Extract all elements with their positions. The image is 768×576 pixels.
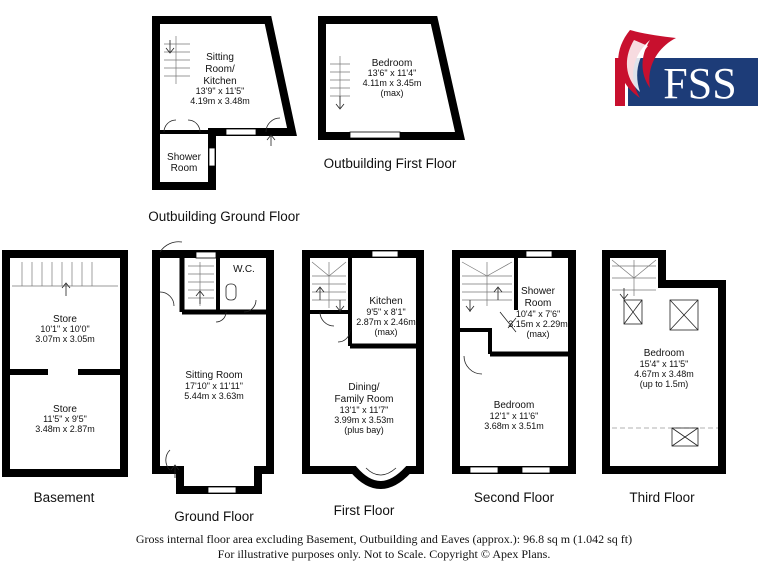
room-dimensions-imperial: 15'4" x 11'5" — [639, 359, 689, 369]
room-dimensions-metric: 4.11m x 3.45m — [362, 78, 422, 88]
logo-text: FSS — [663, 59, 737, 108]
stair-arrow-icon — [196, 291, 204, 304]
room-dimensions-imperial: 11'5" x 9'5" — [43, 414, 87, 424]
room-name: Room — [170, 163, 198, 174]
window — [209, 148, 215, 166]
floor-label: Outbuilding Ground Floor — [148, 209, 300, 224]
stair-arrow-icon — [166, 40, 174, 53]
room-dimensions-metric: 4.19m x 3.48m — [190, 96, 250, 106]
chimney — [354, 16, 378, 24]
floor-label: Outbuilding First Floor — [323, 156, 457, 171]
room-name: Shower — [521, 286, 555, 297]
room-name: Kitchen — [203, 76, 237, 87]
room-name: W.C. — [233, 264, 255, 275]
outbuilding-ground-floor-plan — [156, 16, 292, 186]
room-name: Dining/ — [348, 382, 380, 393]
staircase — [12, 262, 118, 286]
room-name: Bedroom — [643, 348, 685, 359]
entry-arrow-icon — [267, 135, 275, 146]
window — [350, 132, 400, 138]
third-floor-plan — [606, 254, 722, 470]
room-name: Bedroom — [371, 58, 413, 69]
floor-label: Basement — [33, 490, 95, 505]
room-dimensions-imperial: 13'9" x 11'5" — [195, 86, 245, 96]
window — [196, 252, 216, 258]
fss-logo — [615, 30, 758, 108]
window — [226, 129, 256, 135]
staircase — [164, 36, 190, 84]
staircase — [612, 260, 656, 296]
staircase — [188, 262, 214, 306]
room-dimensions-metric: 3.15m x 2.29m — [508, 319, 568, 329]
stair-arrow-icon — [494, 287, 502, 300]
first-floor-plan — [306, 251, 420, 485]
chimney — [185, 16, 209, 24]
stair-arrow-icon — [316, 287, 324, 300]
room-name: Sitting Room — [185, 370, 243, 381]
staircase — [462, 262, 512, 306]
room-dimensions-imperial: 17'10" x 11'11" — [184, 381, 244, 391]
room-name: Room — [524, 298, 552, 309]
room-dimensions-imperial: 10'1" x 10'0" — [40, 324, 90, 334]
room-dimensions-metric: 3.07m x 3.05m — [35, 334, 95, 344]
room-dimensions-imperial: 9'5" x 8'1" — [366, 307, 406, 317]
window — [208, 487, 236, 493]
floor-label: First Floor — [333, 503, 395, 518]
footer-area-note: Gross internal floor area excluding Basement, Outbuilding and Eaves (approx.): 96.8 sq m (1.042 sq ft) — [135, 532, 633, 546]
room-note: (up to 1.5m) — [639, 379, 689, 389]
bay-window — [366, 468, 396, 475]
room-dimensions-metric: 3.48m x 2.87m — [35, 424, 95, 434]
room-name: Shower — [167, 152, 201, 163]
window — [522, 467, 550, 473]
basement-plan — [6, 254, 124, 473]
basement-walls — [6, 254, 124, 473]
stair-arrow-icon — [336, 96, 344, 109]
floor-label: Second Floor — [473, 490, 555, 505]
stair-arrow-icon — [466, 300, 474, 312]
window — [372, 251, 398, 257]
staircase — [312, 262, 346, 308]
window — [470, 467, 498, 473]
room-dimensions-imperial: 10'4" x 7'6" — [515, 309, 561, 319]
room-note: (max) — [380, 88, 404, 98]
room-name: Family Room — [334, 394, 394, 405]
room-note: (max) — [374, 327, 398, 337]
first-floor-walls — [306, 254, 420, 485]
room-name: Store — [53, 404, 77, 415]
room-name: Kitchen — [369, 296, 403, 307]
room-note: (max) — [526, 329, 550, 339]
room-dimensions-imperial: 13'6" x 11'4" — [367, 68, 417, 78]
window — [526, 251, 552, 257]
door-swing — [464, 356, 482, 374]
floor-label: Third Floor — [629, 490, 695, 505]
room-name: Room/ — [205, 64, 235, 75]
footer-copyright: For illustrative purposes only. Not to Scale. Copyright © Apex Plans. — [217, 547, 551, 561]
room-dimensions-metric: 3.68m x 3.51m — [484, 421, 544, 431]
room-dimensions-imperial: 13'1" x 11'7" — [339, 405, 389, 415]
room-dimensions-metric: 5.44m x 3.63m — [184, 391, 244, 401]
ground-floor-plan — [156, 242, 270, 493]
second-floor-plan — [456, 251, 572, 473]
room-name: Store — [53, 314, 77, 325]
room-name: Sitting — [206, 52, 234, 63]
door-swing — [320, 312, 350, 342]
toilet-icon — [226, 284, 236, 300]
room-dimensions-metric: 4.67m x 3.48m — [634, 369, 694, 379]
stair-arrow-icon — [62, 283, 70, 296]
room-dimensions-metric: 3.99m x 3.53m — [334, 415, 394, 425]
floor-label: Ground Floor — [174, 509, 254, 524]
room-name: Bedroom — [493, 400, 535, 411]
room-dimensions-imperial: 12'1" x 11'6" — [489, 411, 539, 421]
room-dimensions-metric: 2.87m x 2.46m — [356, 317, 416, 327]
outbuilding-first-floor-plan — [322, 16, 460, 138]
room-note: (plus bay) — [344, 425, 384, 435]
